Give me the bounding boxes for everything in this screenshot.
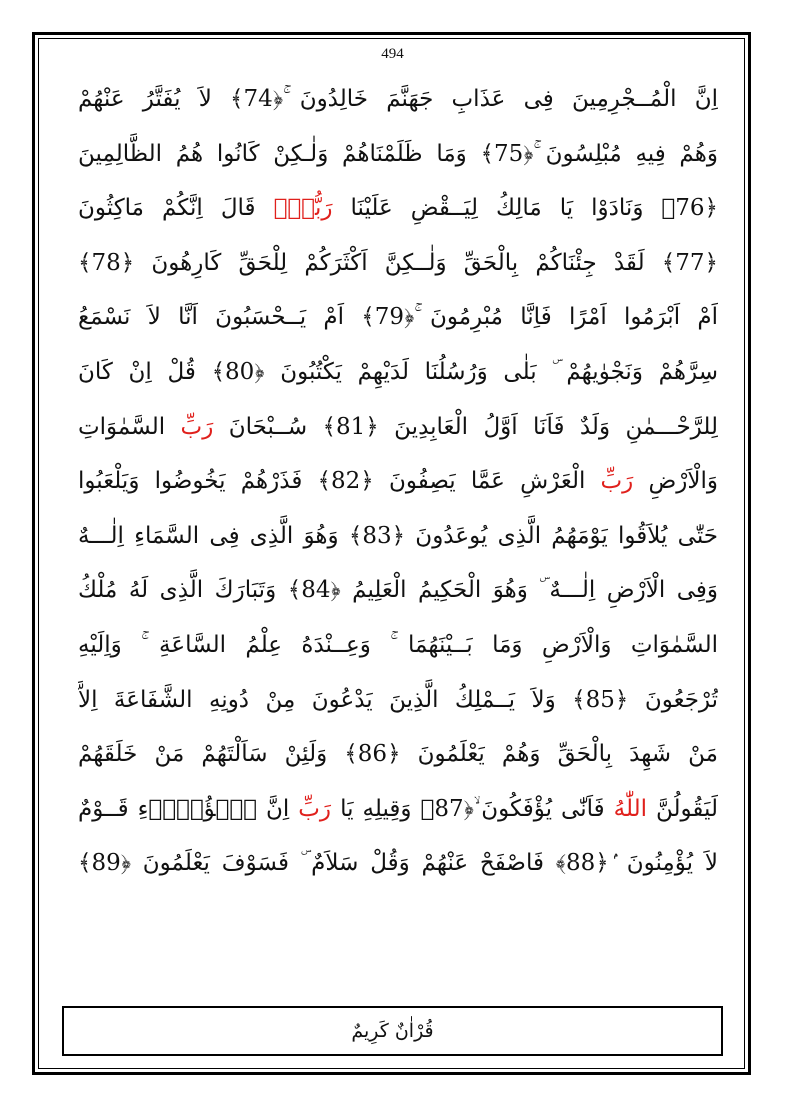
verse-text: تُرْجَعُونَ ﴿85﴾ وَلاَ يَــمْلِكُ الَّذِينَ يَدْعُونَ مِنْ دُونِهِ الشَّفَاعَةَ اِلاَّ [78, 686, 718, 713]
text-line [78, 345, 718, 400]
text-line [78, 618, 718, 673]
text-line [78, 727, 718, 782]
verse-text: اِنَّ هٰۤؤُلاَۤءِ قَــوْمٌ [78, 795, 299, 822]
verse-text: سِرَّهُمْ وَنَجْوٰيهُمْ ۜ بَلٰى وَرُسُلُنَا لَدَيْهِمْ يَكْتُبُونَ ﴿80﴾ قُلْ اِنْ كَانَ [78, 358, 718, 385]
text-line [78, 673, 718, 728]
divine-name-word: رَبِّ [600, 468, 634, 495]
footer-label: قُرْاٰنٌ كَرِيمٌ [351, 1020, 434, 1042]
text-line [78, 236, 718, 291]
verse-text: السَّمٰوَاتِ وَالْاَرْضِ وَمَا بَــيْنَهُمَا ۚ وَعِــنْدَهُ عِلْمُ السَّاعَةِ ۚ وَاِلَيْهِ [78, 631, 718, 658]
text-line [78, 454, 718, 509]
text-line [78, 400, 718, 455]
verse-text: ﴿77﴾ لَقَدْ جِئْنَاكُمْ بِالْحَقِّ وَلٰــكِنَّ اَكْثَرَكُمْ لِلْحَقِّ كَارِهُونَ ﴿78﴾ [78, 249, 718, 276]
text-line [78, 509, 718, 564]
divine-name-word: رَبُّكَ [273, 195, 333, 222]
divine-name-word: رَبِّ [180, 413, 214, 440]
verse-text: اِنَّ الْمُــجْرِمِينَ فِى عَذَابِ جَهَنَّمَ خَالِدُونَ ۚ﴿74﴾ لاَ يُفَتَّرُ عَنْهُمْ [78, 86, 718, 112]
verse-text: لَيَقُولُنَّ [647, 795, 718, 822]
verse-text: مَنْ شَهِدَ بِالْحَقِّ وَهُمْ يَعْلَمُونَ ﴿86﴾ وَلَئِنْ سَاَلْتَهُمْ مَنْ خَلَقَهُمْ [78, 741, 718, 768]
verse-text: ﴿76﴾ وَنَادَوْا يَا مَالِكُ لِيَــقْضِ عَلَيْنَا [332, 195, 718, 222]
verse-text: وَفِى الْاَرْضِ اِلٰـــهٌ ۜ وَهُوَ الْحَكِيمُ الْعَلِيمُ ﴿84﴾ وَتَبَارَكَ الَّذِى لَهُ مُلْكُ [78, 577, 718, 604]
divine-name-word: اللّٰهُ [613, 795, 647, 822]
verse-text: وَهُمْ فِيهِ مُبْلِسُونَ ۚ﴿75﴾ وَمَا ظَلَمْنَاهُمْ وَلٰـكِنْ كَانُوا هُمُ الظَّالِمِينَ [78, 140, 718, 167]
verse-text: ۜ قَالَ اِنَّكُمْ مَاكِثُونَ [78, 195, 274, 222]
verse-text: اَمْ اَبْرَمُوا اَمْرًا فَاِنَّا مُبْرِمُونَ ۚ﴿79﴾ اَمْ يَــحْسَبُونَ اَنَّا لاَ نَسْمَعُ [78, 304, 718, 331]
verse-text: لِلرَّحْـــمٰنِ وَلَدٌ فَاَنَا اَوَّلُ الْعَابِدِينَ ﴿81﴾ سُــبْحَانَ [213, 413, 718, 440]
verse-text: فَاَنّٰى يُؤْفَكُونَ ۙ﴿87﴾ وَقِيلِهِ يَا [331, 795, 614, 822]
verse-text: السَّمٰوَاتِ [78, 413, 181, 440]
verse-text: وَالْاَرْضِ [633, 468, 718, 495]
text-line [78, 127, 718, 182]
verse-text: لاَ يُؤْمِنُونَ ۢ﴿88﴾ فَاصْفَحْ عَنْهُمْ وَقُلْ سَلاَمٌ ۜ فَسَوْفَ يَعْلَمُونَ ﴿89﴾ [78, 850, 718, 877]
text-line [78, 563, 718, 618]
quran-text-block [78, 72, 718, 891]
verse-text: حَتّٰى يُلاَقُوا يَوْمَهُمُ الَّذِى يُوعَدُونَ ﴿83﴾ وَهُوَ الَّذِى فِى السَّمَاءِ اِلٰـــهٌ [78, 522, 718, 549]
text-line [78, 836, 718, 891]
divine-name-word: رَبِّ [298, 795, 332, 822]
text-line [78, 290, 718, 345]
footer-box [62, 1006, 723, 1056]
verse-text: الْعَرْشِ عَمَّا يَصِفُونَ ﴿82﴾ فَذَرْهُمْ يَخُوضُوا وَيَلْعَبُوا [78, 468, 601, 495]
page-number: 494 [381, 46, 404, 62]
text-line [78, 181, 718, 236]
text-line [78, 72, 718, 127]
text-line [78, 782, 718, 837]
